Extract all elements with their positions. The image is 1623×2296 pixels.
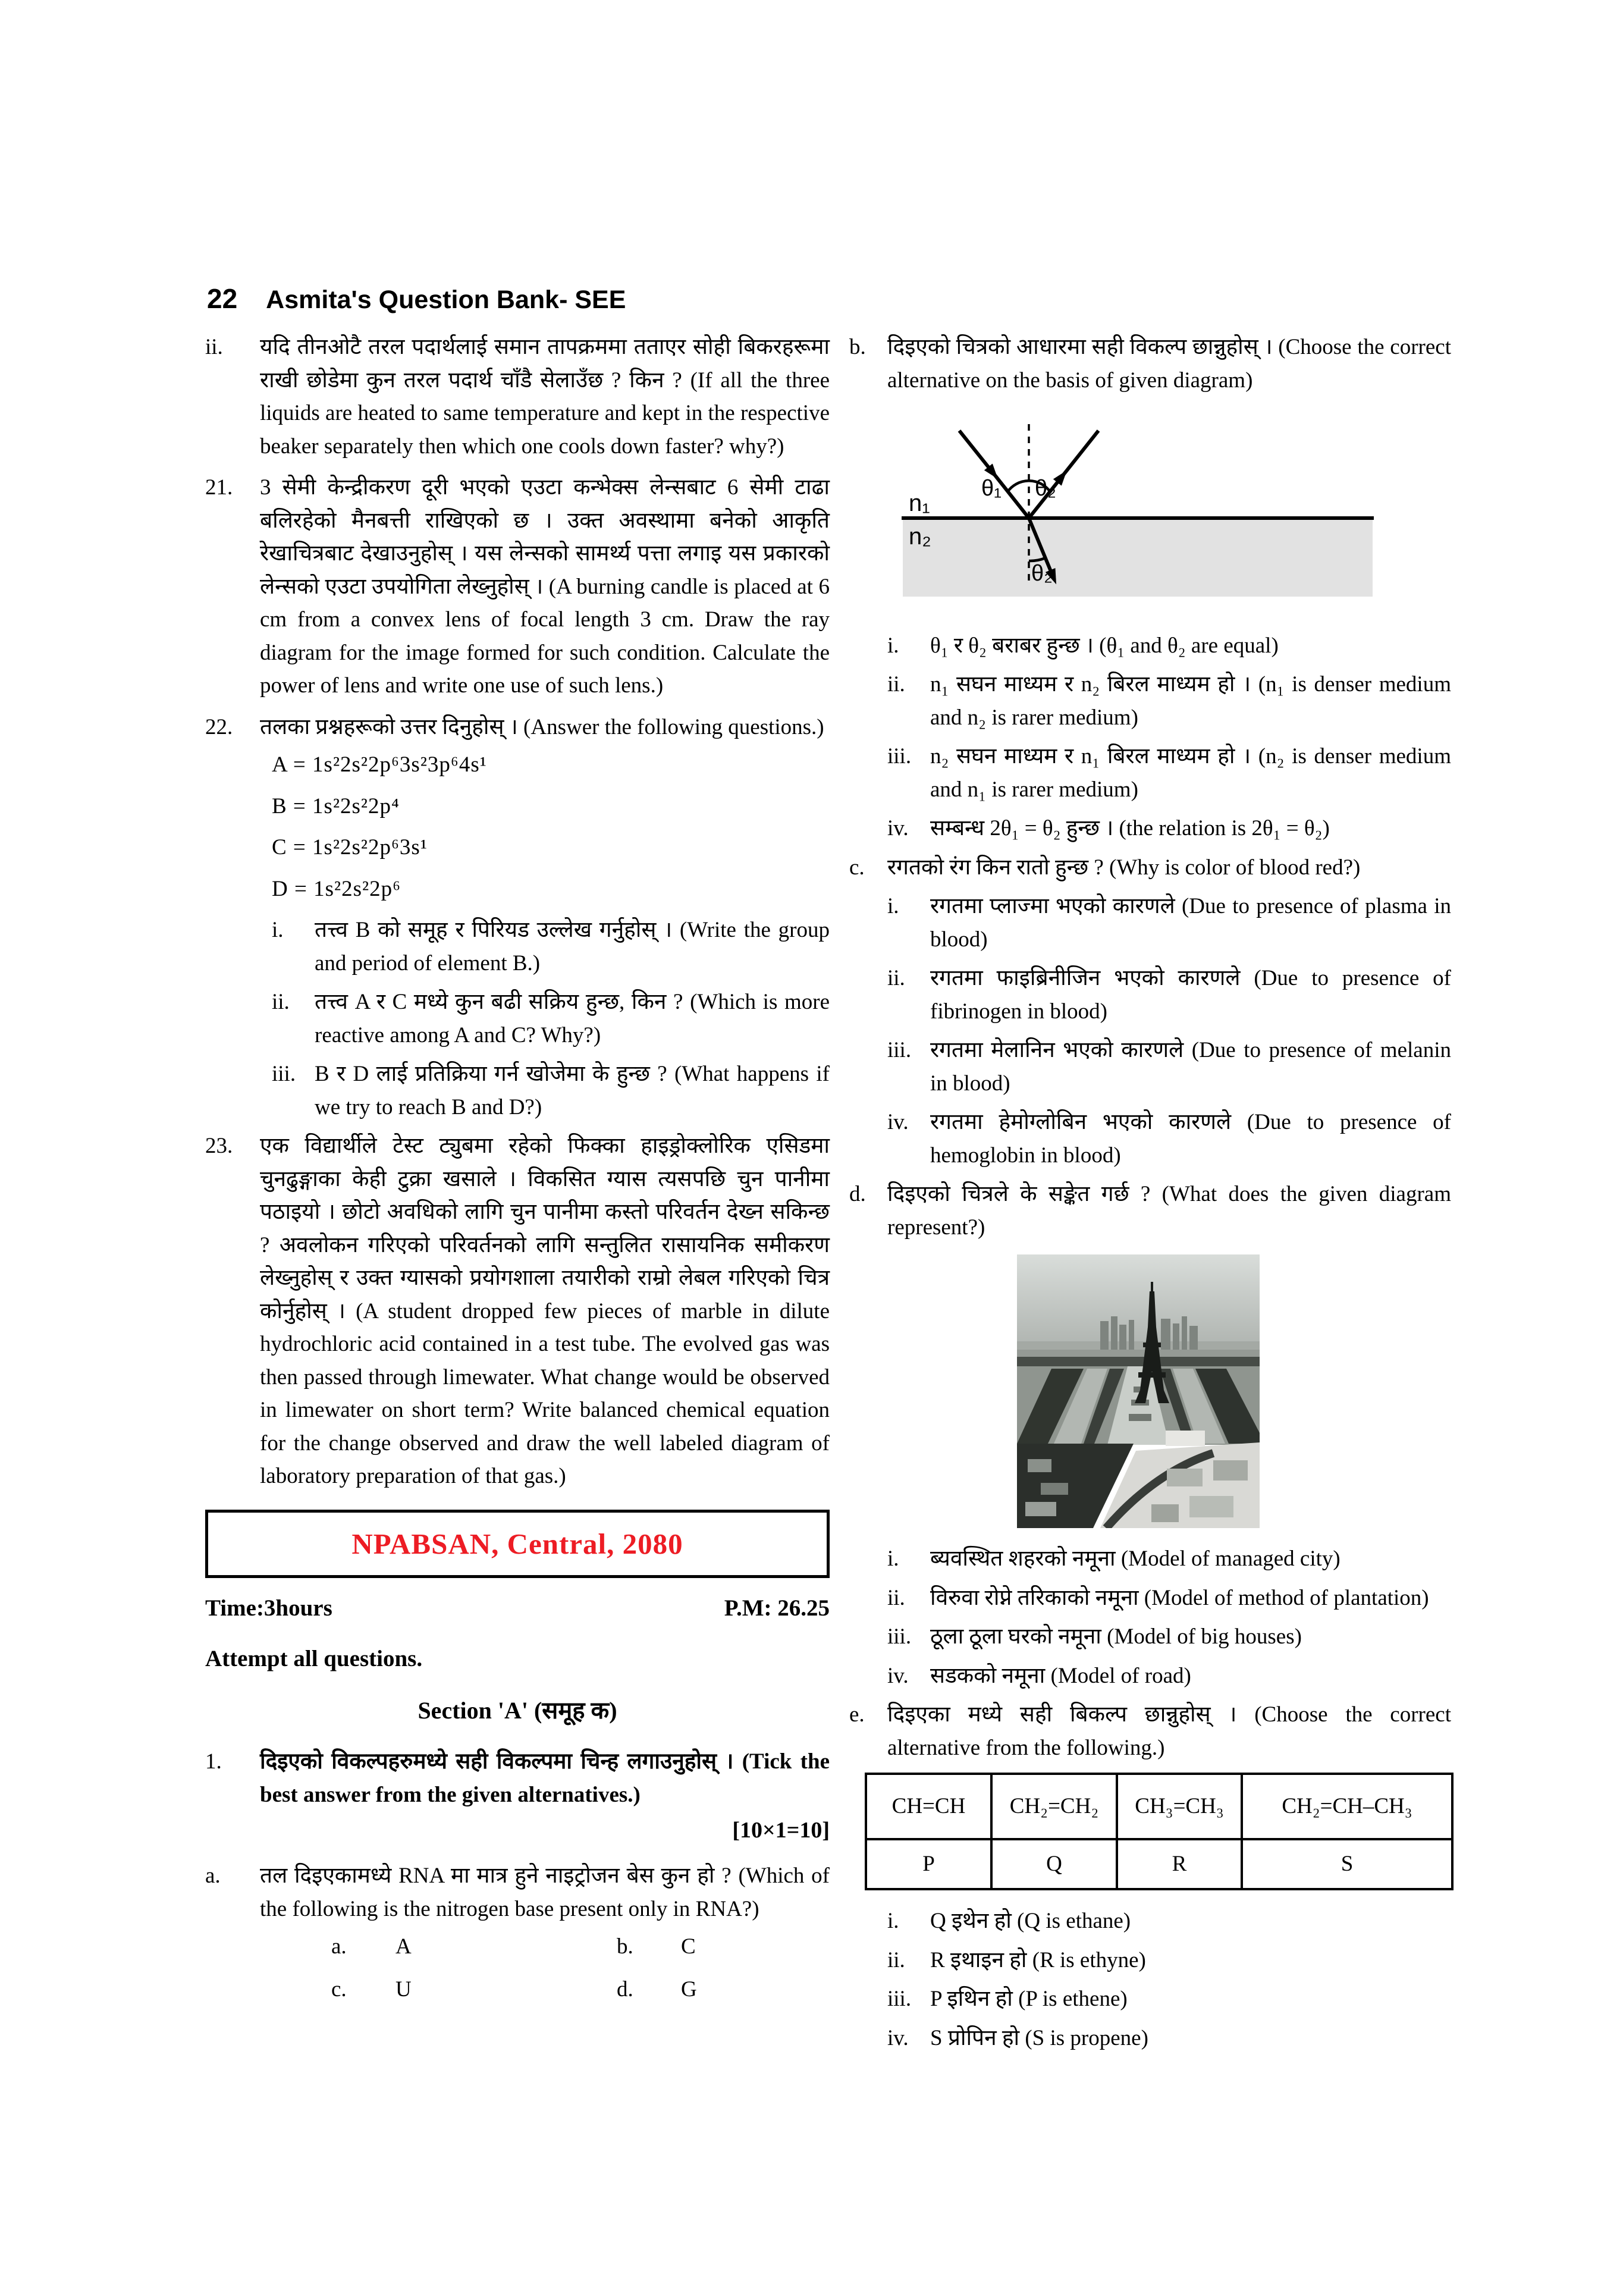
subitem-label: iv. [887, 1110, 909, 1134]
subitem [887, 2022, 1451, 2055]
option-b [617, 1930, 867, 1963]
question-1-nepali: दिइएको विकल्पहरुमध्ये सही विकल्पमा चिन्ह लगाउनुहोस् । [260, 1749, 734, 1774]
subitem-text: n₂ सघन माध्यम र n₁ बिरल माध्यम हो । (n₂ is denser medium and n₁ is rarer medium) [930, 744, 1451, 802]
subitem-text: रगतमा हेमोग्लोबिन भएको कारणले (Due to presence of hemoglobin in blood) [930, 1110, 1451, 1168]
subitem-text: विरुवा रोप्ने तरिकाको नमूना (Model of method of plantation) [930, 1585, 1429, 1610]
option-d [617, 1973, 867, 2006]
subitem [272, 986, 830, 1052]
question-23 [205, 1130, 830, 1493]
question-c-subitems [887, 890, 1451, 1172]
question-text: दिइएका मध्ये सही बिकल्प छान्नुहोस् । (Choose the correct alternative from the following.) [887, 1702, 1451, 1760]
table-cell: CH₂=CH–CH₃ [1242, 1774, 1452, 1839]
subitem [887, 1944, 1451, 1977]
photo-axis-garden [1129, 1414, 1151, 1421]
time-marks-row [205, 1591, 830, 1626]
question-label: d. [849, 1182, 866, 1206]
question-label: 23. [205, 1134, 233, 1158]
photo-far-city [1017, 1350, 1260, 1358]
subitem [887, 1905, 1451, 1938]
question-1 [205, 1745, 830, 1811]
question-label: 22. [205, 714, 233, 739]
subitem [887, 668, 1451, 734]
subitem-text: B र D लाई प्रतिक्रिया गर्न खोजेमा के हुन्छ ? (What happens if we try to reach B and D?) [315, 1062, 830, 1119]
table-cell: P [866, 1839, 991, 1889]
subitem [887, 890, 1451, 956]
option-label: d. [617, 1977, 633, 2002]
exam-title: NPABSAN, Central, 2080 [351, 1527, 683, 1560]
electron-config-A: A = 1s²2s²2p⁶3s²3p⁶4s¹ [272, 752, 487, 777]
question-label: c. [849, 855, 865, 880]
electron-config-B: B = 1s²2s²2p⁴ [272, 793, 400, 818]
subitem [887, 1034, 1451, 1100]
subitem-text: R इथाइन हो (R is ethyne) [930, 1947, 1146, 1972]
option-value: G [681, 1977, 697, 2002]
question-d-subitems [887, 1542, 1451, 1692]
option-a [331, 1930, 617, 1963]
subitem-label: iv. [887, 1663, 909, 1688]
subitem-text: ठूला ठूला घरको नमूना (Model of big houses) [930, 1624, 1302, 1649]
subitem-label: i. [887, 894, 899, 918]
question-label: 1. [205, 1749, 222, 1774]
question-text: तलका प्रश्नहरूको उत्तर दिनुहोस् । (Answer the following questions.) [260, 714, 824, 739]
hydrocarbon-table [865, 1773, 1454, 1890]
subitem-text: θ₁ र θ₂ बराबर हुन्छ । (θ₁ and θ₂ are equal) [930, 633, 1279, 658]
table-letter-row [866, 1839, 1452, 1889]
subitem-text: P इथिन हो (P is ethene) [930, 1987, 1128, 2011]
theta2-label: θ₂ [1035, 476, 1056, 501]
question-c [849, 851, 1451, 884]
subitem-label: i. [887, 1909, 899, 1933]
exam-header-box [205, 1510, 830, 1579]
subitem-label: iv. [887, 2025, 909, 2050]
option-label: c. [331, 1977, 347, 2002]
question-text: एक विद्यार्थीले टेस्ट ट्युबमा रहेको फिक्का हाइड्रोक्लोरिक एसिडमा चुनढुङ्गाका केही टुक्रा खसाले । विकसित ग्यास त्यसपछि चुन पानीमा पठाइयो । छोटो अवधिको लागि चुन पानीमा कस्तो परिवर्तन देख्न सकिन्छ ? अवलोकन गरिएको परिवर्तनको लागि सन्तुलित रासायनिक समीकरण लेख्नुहोस् र उक्त ग्यासको प्रयोगशाला तयारीको राम्रो लेबल गरिएको चित्र कोर्नुहोस् । (A student dropped few pieces of marble in dilute hydrochloric acid contained in a test tube. The evolved gas was then passed through limewater. What change would be observed in limewater on short term? Write balanced chemical equation for the change observed and draw the well labeled diagram of laboratory preparation of that gas.) [260, 1134, 830, 1488]
subitem-label: ii. [887, 966, 905, 990]
medium-n2-region [903, 518, 1373, 597]
pass-marks: P.M: 26.25 [724, 1595, 830, 1621]
subitem-label: i. [887, 633, 899, 658]
subitem [887, 740, 1451, 806]
question-d [849, 1178, 1451, 1244]
question-text: 3 सेमी केन्द्रीकरण दूरी भएको एउटा कन्भेक्स लेन्सबाट 6 सेमी टाढा बलिरहेको मैनबत्ती राखिएको छ । उक्त अवस्थामा बनेको आकृति रेखाचित्रबाट देखाउनुहोस् । यस लेन्सको सामर्थ्य पत्ता लगाइ यस प्रकारको लेन्सको एउटा उपयोगिता लेख्नुहोस् । (A burning candle is placed at 6 cm from a convex lens of focal length 3 cm. Draw the ray diagram for the image formed for such condition. Calculate the power of lens and write one use of such lens.) [260, 475, 830, 698]
question-label: a. [205, 1864, 221, 1888]
table-formula-row [866, 1774, 1452, 1839]
subitem-text: तत्त्व B को समूह र पिरियड उल्लेख गर्नुहोस् । (Write the group and period of element B.) [315, 918, 830, 976]
photo-sky [1017, 1254, 1260, 1350]
question-text: रगतको रंग किन रातो हुन्छ ? (Why is color of blood red?) [887, 855, 1361, 880]
subitem [887, 1983, 1451, 2016]
subitem-text: रगतमा मेलानिन भएको कारणले (Due to presence of melanin in blood) [930, 1038, 1451, 1096]
question-label: ii. [205, 335, 223, 359]
subitem [887, 629, 1451, 663]
question-label: 21. [205, 475, 233, 500]
question-22-subitems [272, 914, 830, 1124]
subitem [887, 1542, 1451, 1576]
city-aerial-photo [1017, 1254, 1260, 1528]
question-e [849, 1698, 1451, 1764]
question-text: तल दिइएकामध्ये RNA मा मात्र हुने नाइट्रोजन बेस कुन हो ? (Which of the following is the nitrogen base present only in RNA?) [260, 1864, 830, 1921]
subitem-label: iii. [887, 744, 912, 769]
subitem-label: ii. [887, 1585, 905, 1610]
section-heading: Section 'A' (समूह क) [417, 1697, 617, 1724]
incident-ray [959, 431, 1029, 518]
subitem [887, 1620, 1451, 1654]
subitem-label: ii. [887, 672, 905, 697]
question-e-subitems [887, 1905, 1451, 2055]
subitem [887, 1106, 1451, 1172]
subitem-text: S प्रोपिन हो (S is propene) [930, 2025, 1148, 2050]
subitem-text: रगतमा प्लाज्मा भएको कारणले (Due to presence of plasma in blood) [930, 894, 1451, 952]
table-cell: S [1242, 1839, 1452, 1889]
photo-palace [1166, 1431, 1205, 1446]
subitem-label: iii. [887, 1624, 912, 1649]
subitem-text: सडकको नमूना (Model of road) [930, 1663, 1191, 1688]
question-1-english: (Tick the best answer from the given alternatives.) [260, 1749, 830, 1807]
subitem [887, 1660, 1451, 1693]
subitem [272, 914, 830, 980]
table-cell: CH₂=CH₂ [991, 1774, 1117, 1839]
subitem-text: सम्बन्ध 2θ₁ = θ₂ हुन्छ । (the relation is 2θ₁ = θ₂) [930, 816, 1330, 840]
option-value: U [395, 1977, 412, 2002]
right-column [849, 331, 1451, 2060]
question-text: यदि तीनओटै तरल पदार्थलाई समान तापक्रममा तताएर सोही बिकरहरूमा राखी छोडेमा कुन तरल पदार्थ चाँडै सेलाउँछ ? किन ? (If all the three liquids are heated to same temperature and kept in the respective beaker separately then which one cools down faster? why?) [260, 335, 830, 459]
refraction-diagram [849, 405, 1451, 617]
table-cell: CH=CH [866, 1774, 991, 1839]
electron-configurations [272, 748, 830, 905]
question-label: e. [849, 1702, 865, 1727]
subitem-label: i. [887, 1547, 899, 1571]
subitem-label: iii. [272, 1062, 296, 1086]
option-value: C [681, 1934, 696, 1959]
option-value: A [395, 1934, 412, 1959]
photo-tree-band [1017, 1357, 1260, 1367]
page-header [207, 278, 626, 319]
reflected-ray [1029, 431, 1098, 518]
subitem [887, 962, 1451, 1028]
theta2-refracted-label: θ₂ [1031, 561, 1053, 586]
table-cell: CH₃=CH₃ [1117, 1774, 1242, 1839]
theta1-label: θ₁ [981, 476, 1002, 501]
subitem [887, 1582, 1451, 1615]
book-title: Asmita's Question Bank- SEE [266, 286, 626, 314]
table-cell: Q [991, 1839, 1117, 1889]
subitem-label: ii. [272, 990, 290, 1014]
electron-config-D: D = 1s²2s²2p⁶ [272, 876, 401, 901]
subitem-label: iv. [887, 816, 909, 840]
answer-options [331, 1930, 830, 2006]
n1-label: n₁ [909, 490, 930, 516]
subitem-text: तत्त्व A र C मध्ये कुन बढी सक्रिय हुन्छ, किन ? (Which is more reactive among A and C? Why?) [315, 990, 830, 1047]
subitem [272, 1058, 830, 1124]
option-label: b. [617, 1934, 633, 1959]
subitem-label: ii. [887, 1947, 905, 1972]
subitem-text: रगतमा फाइब्रिनीजिन भएको कारणले (Due to presence of fibrinogen in blood) [930, 966, 1451, 1024]
electron-config-C: C = 1s²2s²2p⁶3s¹ [272, 835, 428, 860]
exam-time: Time:3hours [205, 1595, 332, 1621]
subitem [887, 812, 1451, 845]
attempt-note: Attempt all questions. [205, 1645, 423, 1671]
question-text [260, 1745, 830, 1811]
page-number: 22 [207, 283, 238, 314]
question-text: दिइएको चित्रले के सङ्केत गर्छ ? (What does the given diagram represent?) [887, 1182, 1451, 1240]
question-ii [205, 331, 830, 463]
subitem-text: ब्यवस्थित शहरको नमूना (Model of managed city) [930, 1547, 1341, 1571]
subitem-label: iii. [887, 1038, 912, 1062]
left-column [205, 331, 830, 2012]
option-label: a. [331, 1934, 347, 1959]
question-text: दिइएको चित्रको आधारमा सही विकल्प छान्नुहोस् । (Choose the correct alternative on the basis of given diagram) [887, 335, 1451, 393]
question-b-subitems [887, 629, 1451, 845]
marks-scheme: [10×1=10] [732, 1818, 830, 1843]
n2-label: n₂ [909, 523, 931, 550]
subitem-text: Q इथेन हो (Q is ethane) [930, 1909, 1131, 1933]
subitem-label: i. [272, 918, 284, 942]
table-cell: R [1117, 1839, 1242, 1889]
question-b [849, 331, 1451, 397]
question-a [205, 1859, 830, 1925]
subitem-text: n₁ सघन माध्यम र n₂ बिरल माध्यम हो । (n₁ is denser medium and n₂ is rarer medium) [930, 672, 1451, 730]
question-label: b. [849, 335, 866, 359]
option-c [331, 1973, 617, 2006]
question-22 [205, 711, 830, 744]
subitem-label: iii. [887, 1987, 912, 2011]
question-21 [205, 471, 830, 702]
